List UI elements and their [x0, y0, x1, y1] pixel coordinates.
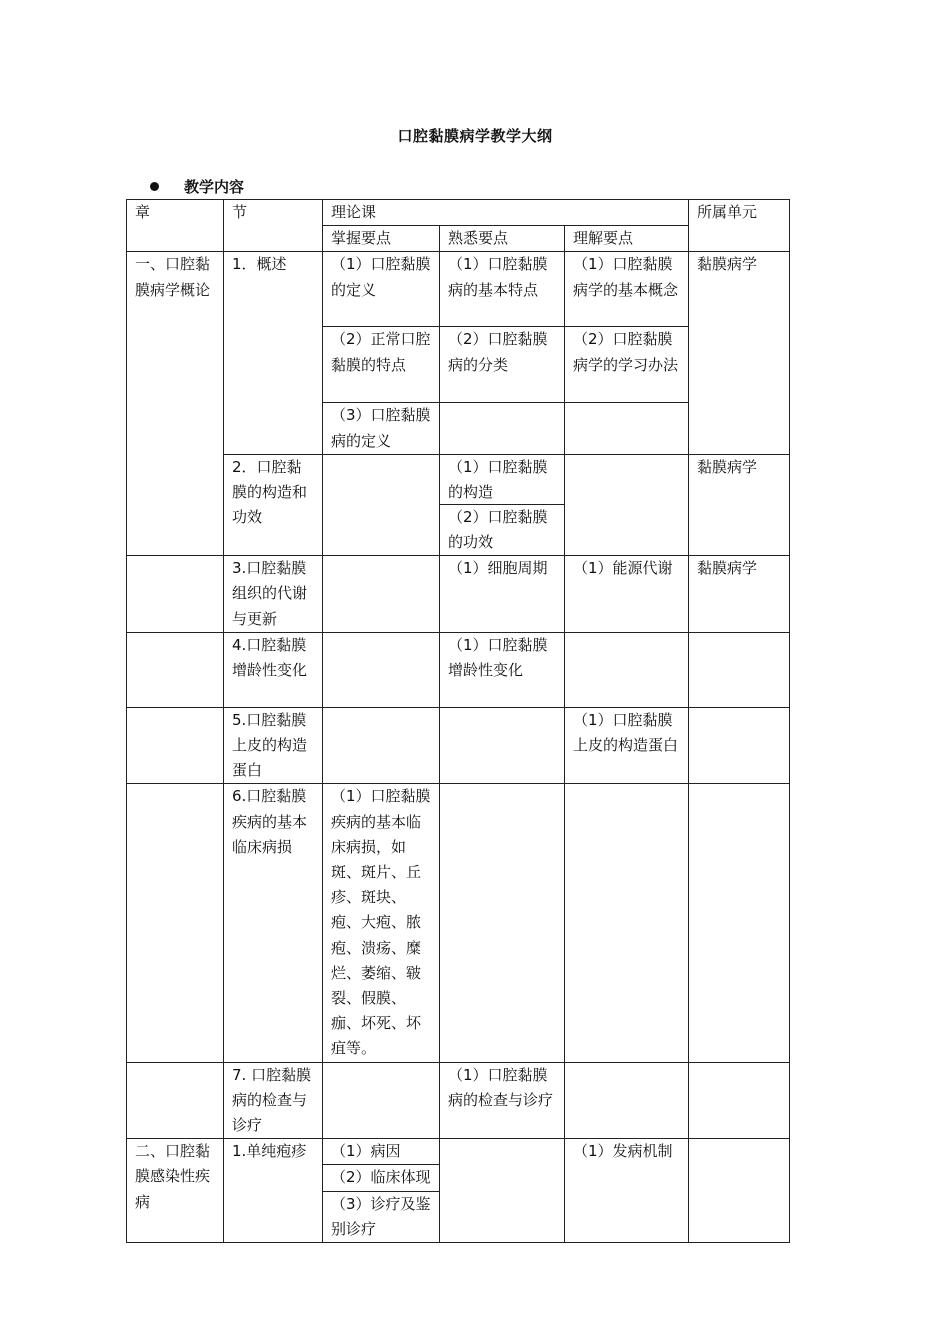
- table-row: [127, 632, 790, 707]
- header-chapter: 章: [127, 200, 224, 252]
- understand-cell: [565, 454, 689, 555]
- table-row: [127, 252, 790, 327]
- header-familiar: 熟悉要点: [440, 226, 565, 252]
- table-row: [127, 454, 790, 555]
- table-row: [127, 707, 790, 784]
- table-row: [127, 1139, 790, 1165]
- familiar-item: （2）口腔黏膜的功效: [448, 507, 548, 552]
- unit-cell: 黏膜病学: [689, 556, 790, 633]
- chapter-cell: [127, 1062, 224, 1139]
- familiar-cell: [440, 403, 565, 454]
- chapter-cell: 一、口腔黏膜病学概论: [127, 252, 224, 556]
- familiar-item: （1）口腔黏膜的构造: [440, 455, 564, 505]
- header-row: [127, 200, 790, 226]
- unit-cell: 黏膜病学: [689, 252, 790, 454]
- syllabus-table: [126, 199, 790, 1243]
- familiar-cell: [440, 707, 565, 784]
- master-cell: [323, 556, 440, 633]
- section-cell: 4.口腔黏膜增龄性变化: [224, 632, 323, 707]
- header-section: 节: [224, 200, 323, 252]
- familiar-cell: [440, 784, 565, 1062]
- chapter-cell: [127, 784, 224, 1062]
- chapter-cell: [127, 556, 224, 633]
- familiar-cell: （1）细胞周期: [440, 556, 565, 633]
- header-theory: 理论课: [323, 200, 689, 226]
- understand-cell: [565, 632, 689, 707]
- chapter-cell: [127, 632, 224, 707]
- section-cell: 5.口腔黏膜上皮的构造蛋白: [224, 707, 323, 784]
- section-cell: 1．概述: [224, 252, 323, 454]
- unit-cell: [689, 632, 790, 707]
- master-cell: （2）临床体现: [323, 1165, 440, 1191]
- header-unit: 所属单元: [689, 200, 790, 252]
- familiar-cell: （1）口腔黏膜病的检查与诊疗: [440, 1062, 565, 1139]
- master-cell: [323, 1062, 440, 1139]
- understand-cell: （1）能源代谢: [565, 556, 689, 633]
- master-cell: [323, 707, 440, 784]
- master-cell: [323, 632, 440, 707]
- unit-cell: [689, 707, 790, 784]
- understand-cell: （1）口腔黏膜病学的基本概念: [565, 252, 689, 327]
- understand-cell: [565, 1062, 689, 1139]
- master-cell: [323, 454, 440, 555]
- section-heading: [150, 176, 244, 197]
- understand-cell: （1）口腔黏膜上皮的构造蛋白: [565, 707, 689, 784]
- table-row: [127, 556, 790, 633]
- table-row: [127, 784, 790, 1062]
- unit-cell: [689, 1062, 790, 1139]
- section-cell: 1.单纯疱疹: [224, 1139, 323, 1243]
- familiar-cell: （1）口腔黏膜病的基本特点: [440, 252, 565, 327]
- chapter-cell: [127, 707, 224, 784]
- page-title: 口腔黏膜病学教学大纲: [397, 127, 553, 145]
- unit-cell: [689, 1139, 790, 1243]
- header-understand: 理解要点: [565, 226, 689, 252]
- master-cell: （3）口腔黏膜病的定义: [323, 403, 440, 454]
- familiar-cell: [440, 1139, 565, 1243]
- bullet-icon: [150, 182, 159, 191]
- section-heading-label: 教学内容: [184, 178, 245, 196]
- familiar-cell: [440, 454, 565, 555]
- master-cell: （1）口腔黏膜的定义: [323, 252, 440, 327]
- section-cell: 3.口腔黏膜组织的代谢与更新: [224, 556, 323, 633]
- familiar-cell: （1）口腔黏膜增龄性变化: [440, 632, 565, 707]
- header-master: 掌握要点: [323, 226, 440, 252]
- section-cell: 6.口腔黏膜疾病的基本临床病损: [224, 784, 323, 1062]
- master-cell: （1）病因: [323, 1139, 440, 1165]
- unit-cell: [689, 784, 790, 1062]
- master-cell: （2）正常口腔黏膜的特点: [323, 327, 440, 403]
- section-cell: 2．口腔黏膜的构造和功效: [224, 454, 323, 555]
- master-cell: （1）口腔黏膜疾病的基本临床病损，如斑、斑片、丘疹、斑块、疱、大疱、脓疱、溃疡、糜烂、萎缩、皲裂、假膜、痂、坏死、坏疽等。: [323, 784, 440, 1062]
- chapter-cell: 二、口腔黏膜感染性疾病: [127, 1139, 224, 1243]
- understand-cell: （1）发病机制: [565, 1139, 689, 1243]
- familiar-cell: （2）口腔黏膜病的分类: [440, 327, 565, 403]
- table-row: [127, 1062, 790, 1139]
- understand-cell: （2）口腔黏膜病学的学习办法: [565, 327, 689, 403]
- master-cell: （3）诊疗及鉴别诊疗: [323, 1191, 440, 1242]
- unit-cell: 黏膜病学: [689, 454, 790, 555]
- understand-cell: [565, 784, 689, 1062]
- understand-cell: [565, 403, 689, 454]
- section-cell: 7. 口腔黏膜病的检查与诊疗: [224, 1062, 323, 1139]
